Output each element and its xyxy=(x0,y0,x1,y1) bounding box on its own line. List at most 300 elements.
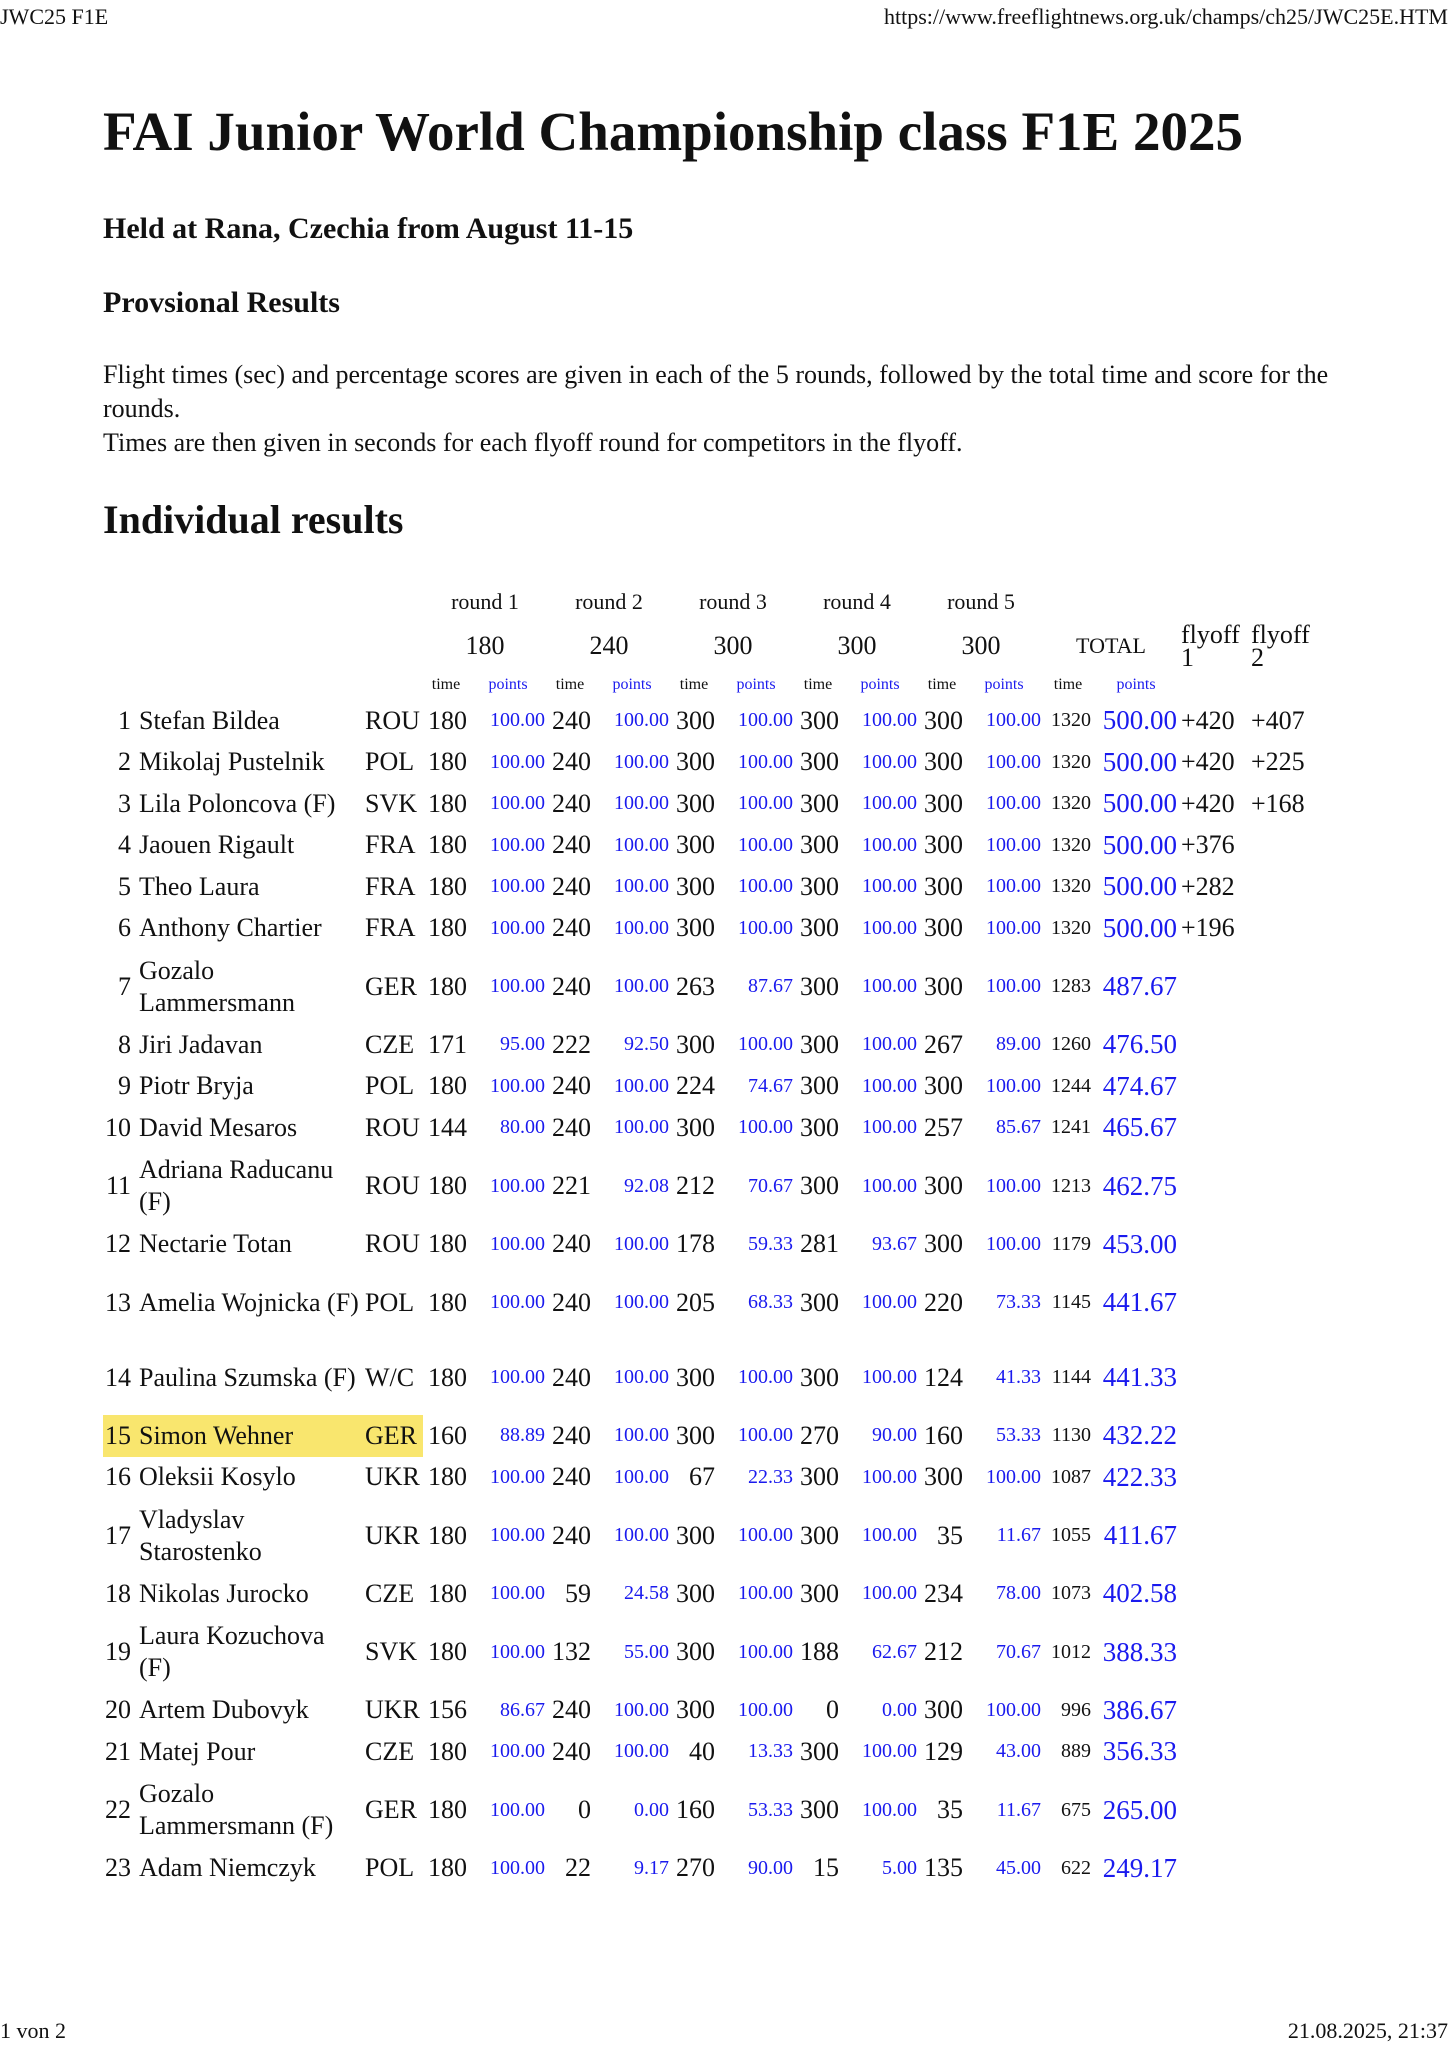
country-code: CZE xyxy=(365,1029,415,1059)
round-4-time: 300 xyxy=(800,705,839,735)
flyoff-2-time xyxy=(1249,1773,1319,1848)
total-time: 1144 xyxy=(1051,1366,1091,1388)
time-label: time xyxy=(431,676,461,693)
round-4-points: 5.00 xyxy=(882,1856,917,1879)
flyoff-1-header: flyoff 1 xyxy=(1181,620,1240,672)
competitor-name: Vladyslav Starostenko xyxy=(139,1504,262,1566)
round-4-time: 300 xyxy=(800,1578,839,1608)
round-5-points: 43.00 xyxy=(996,1740,1041,1763)
round-3-points: 53.33 xyxy=(748,1798,793,1821)
result-row xyxy=(103,1415,1319,1457)
round-2-time: 240 xyxy=(552,871,591,901)
total-time: 622 xyxy=(1061,1856,1091,1879)
total-score: 500.00 xyxy=(1102,829,1177,860)
total-time: 1320 xyxy=(1051,750,1091,773)
round-5-points: 100.00 xyxy=(986,975,1041,997)
round-3-points: 100.00 xyxy=(738,1524,793,1546)
round-5-points: 100.00 xyxy=(986,833,1041,856)
round-label-row xyxy=(103,582,1319,622)
round-5-time: 124 xyxy=(924,1362,963,1392)
flyoff-2-time xyxy=(1249,1573,1319,1615)
round-2-points: 100.00 xyxy=(614,1740,669,1763)
flyoff-2-time xyxy=(1249,1149,1319,1224)
total-time: 1055 xyxy=(1051,1524,1091,1546)
round-5-time: 35 xyxy=(937,1795,963,1824)
points-label: points xyxy=(984,676,1024,693)
place: 13 xyxy=(105,1287,131,1317)
round-3-points: 100.00 xyxy=(738,1582,793,1605)
flyoff-1-time xyxy=(1179,1415,1249,1457)
round-4-time: 15 xyxy=(813,1853,839,1883)
flyoff-1-time xyxy=(1179,1498,1249,1573)
round-4-time: 300 xyxy=(800,1795,839,1824)
round-4-time: 300 xyxy=(800,1362,839,1392)
competitor-name: Jaouen Rigault xyxy=(139,830,295,860)
country-code: FRA xyxy=(365,913,416,943)
round-3-points: 100.00 xyxy=(738,1366,793,1388)
round-2-points: 100.00 xyxy=(614,1698,669,1721)
competitor-name: Matej Pour xyxy=(139,1736,256,1766)
round-4-points: 100.00 xyxy=(862,875,917,898)
round-4-points: 100.00 xyxy=(862,975,917,997)
round-1-points: 100.00 xyxy=(490,1366,545,1388)
round-1-points: 100.00 xyxy=(490,875,545,898)
total-score: 453.00 xyxy=(1102,1228,1177,1259)
round-1-points: 100.00 xyxy=(490,916,545,939)
round-1-time: 180 xyxy=(428,1795,467,1824)
round-1-points: 100.00 xyxy=(490,1524,545,1546)
round-3-points: 100.00 xyxy=(738,1698,793,1721)
result-row xyxy=(103,1457,1319,1499)
result-row xyxy=(103,1340,1319,1415)
results-table xyxy=(103,582,1319,1889)
competitor-name: Laura Kozuchova (F) xyxy=(139,1621,325,1682)
round-1-time: 180 xyxy=(428,1637,467,1666)
round-4-time: 300 xyxy=(800,913,839,943)
total-score: 465.67 xyxy=(1102,1112,1177,1143)
round-3-time: 270 xyxy=(676,1853,715,1883)
round-5-time: 300 xyxy=(924,1695,963,1725)
round-4-time: 300 xyxy=(800,830,839,860)
total-score: 356.33 xyxy=(1102,1736,1177,1767)
round-2-points: 100.00 xyxy=(614,1291,669,1313)
round-5-time: 257 xyxy=(924,1112,963,1142)
total-time: 1241 xyxy=(1051,1116,1091,1139)
round-5-points: 100.00 xyxy=(986,916,1041,939)
round-2-points: 100.00 xyxy=(614,1424,669,1447)
round-5-time: 220 xyxy=(924,1287,963,1317)
round-4-points: 0.00 xyxy=(882,1698,917,1721)
round-2-time: 221 xyxy=(552,1171,591,1200)
round-1-points: 100.00 xyxy=(490,750,545,773)
round-5-points: 53.33 xyxy=(996,1424,1041,1447)
round-1-points: 100.00 xyxy=(490,792,545,815)
round-4-points: 100.00 xyxy=(862,1366,917,1388)
round-1-time: 180 xyxy=(428,1462,467,1492)
total-time: 1244 xyxy=(1051,1074,1091,1097)
flyoff-2-time xyxy=(1249,1690,1319,1732)
round-1-points: 88.89 xyxy=(500,1424,545,1447)
round-3-points: 100.00 xyxy=(738,875,793,898)
round-5-points: 100.00 xyxy=(986,750,1041,773)
total-score: 500.00 xyxy=(1102,871,1177,902)
flyoff-1-time: +196 xyxy=(1181,913,1235,943)
round-4-points: 100.00 xyxy=(862,1798,917,1821)
flyoff-2-time xyxy=(1249,1340,1319,1415)
flyoff-1-time xyxy=(1179,1773,1249,1848)
round-4-points: 100.00 xyxy=(862,1465,917,1488)
round-1-points: 100.00 xyxy=(490,1074,545,1097)
flyoff-2-time xyxy=(1249,1457,1319,1499)
round-5-points: 100.00 xyxy=(986,1698,1041,1721)
round-max-row xyxy=(103,622,1319,670)
round-3-points: 100.00 xyxy=(738,792,793,815)
round-3-time: 178 xyxy=(676,1229,715,1259)
page-title: FAI Junior World Championship class F1E 2025 xyxy=(103,101,1243,162)
round-4-points: 100.00 xyxy=(862,709,917,732)
round-5-points: 70.67 xyxy=(996,1640,1041,1663)
total-score: 411.67 xyxy=(1103,1520,1177,1550)
round-2-points: 100.00 xyxy=(614,1074,669,1097)
round-5-label: round 5 xyxy=(947,589,1015,614)
place: 15 xyxy=(103,1415,135,1457)
round-1-time: 180 xyxy=(428,1171,467,1200)
competitor-name: Jiri Jadavan xyxy=(139,1029,263,1059)
round-5-time: 300 xyxy=(924,1071,963,1101)
round-5-time: 300 xyxy=(924,1171,963,1200)
round-1-time: 180 xyxy=(428,971,467,1001)
flyoff-1-time: +420 xyxy=(1181,705,1235,735)
total-score: 249.17 xyxy=(1102,1852,1177,1883)
round-2-points: 100.00 xyxy=(614,1524,669,1546)
result-row xyxy=(103,1615,1319,1690)
round-2-time: 240 xyxy=(552,1287,591,1317)
competitor-name: Mikolaj Pustelnik xyxy=(139,747,325,777)
round-3-time: 300 xyxy=(676,705,715,735)
result-row xyxy=(103,1149,1319,1224)
flyoff-2-time xyxy=(1249,866,1319,908)
result-row xyxy=(103,700,1319,742)
print-footer-timestamp: 21.08.2025, 21:37 xyxy=(1287,2018,1448,2043)
round-1-points: 100.00 xyxy=(490,1640,545,1663)
round-1-points: 95.00 xyxy=(500,1033,545,1056)
place: 5 xyxy=(118,871,131,901)
flyoff-1-time xyxy=(1179,1340,1249,1415)
round-2-time: 240 xyxy=(552,1229,591,1259)
round-3-time: 300 xyxy=(676,1637,715,1666)
round-4-points: 100.00 xyxy=(862,1174,917,1197)
round-3-time: 300 xyxy=(676,1420,715,1450)
round-3-points: 100.00 xyxy=(738,709,793,732)
round-3-points: 70.67 xyxy=(748,1174,793,1197)
total-time: 1320 xyxy=(1051,916,1091,939)
flyoff-2-header: flyoff 2 xyxy=(1251,620,1310,672)
round-3-label: round 3 xyxy=(699,589,767,614)
description-line-2: Times are then given in seconds for each flyoff round for competitors in the flyoff. xyxy=(103,428,963,457)
round-1-time: 180 xyxy=(428,705,467,735)
time-label: time xyxy=(927,676,957,693)
result-row xyxy=(103,1848,1319,1890)
round-3-max: 300 xyxy=(713,631,753,660)
round-4-time: 300 xyxy=(800,1736,839,1766)
total-score: 500.00 xyxy=(1102,788,1177,819)
place: 9 xyxy=(118,1071,131,1101)
round-4-points: 100.00 xyxy=(862,1740,917,1763)
round-4-points: 100.00 xyxy=(862,1116,917,1139)
flyoff-1-time xyxy=(1179,1731,1249,1773)
country-code: POL xyxy=(365,1287,415,1317)
round-4-time: 281 xyxy=(800,1229,839,1259)
round-2-points: 100.00 xyxy=(614,709,669,732)
place: 10 xyxy=(105,1112,131,1142)
round-2-points: 0.00 xyxy=(634,1798,669,1821)
round-4-label: round 4 xyxy=(823,589,891,614)
round-3-time: 300 xyxy=(676,1362,715,1392)
country-code: FRA xyxy=(365,830,416,860)
round-2-time: 240 xyxy=(552,971,591,1001)
flyoff-2-time xyxy=(1249,1224,1319,1266)
points-label: points xyxy=(1116,676,1156,693)
country-code: CZE xyxy=(365,1578,415,1608)
total-score: 388.33 xyxy=(1102,1636,1177,1667)
round-5-points: 89.00 xyxy=(996,1033,1041,1056)
total-time: 1213 xyxy=(1051,1174,1091,1197)
total-time: 1283 xyxy=(1051,975,1091,997)
country-code: GER xyxy=(365,971,417,1001)
competitor-name: Adriana Raducanu (F) xyxy=(139,1155,334,1216)
round-5-time: 300 xyxy=(924,788,963,818)
flyoff-2-time: +225 xyxy=(1251,747,1305,777)
result-row xyxy=(103,825,1319,867)
result-row xyxy=(103,1690,1319,1732)
points-label: points xyxy=(612,676,652,693)
round-2-time: 0 xyxy=(578,1795,591,1824)
round-5-time: 160 xyxy=(924,1420,963,1450)
round-2-time: 22 xyxy=(565,1853,591,1883)
round-2-time: 240 xyxy=(552,1071,591,1101)
round-2-time: 240 xyxy=(552,1695,591,1725)
round-5-points: 100.00 xyxy=(986,1232,1041,1255)
round-5-points: 78.00 xyxy=(996,1582,1041,1605)
round-1-points: 100.00 xyxy=(490,1174,545,1197)
competitor-name: Artem Dubovyk xyxy=(139,1695,309,1725)
flyoff-1-time: +376 xyxy=(1181,830,1235,860)
round-2-time: 240 xyxy=(552,1112,591,1142)
round-1-time: 160 xyxy=(428,1420,467,1450)
result-row xyxy=(103,783,1319,825)
round-4-points: 100.00 xyxy=(862,1582,917,1605)
round-1-points: 100.00 xyxy=(490,1291,545,1313)
round-3-time: 160 xyxy=(676,1795,715,1824)
country-code: UKR xyxy=(365,1462,420,1492)
total-score: 476.50 xyxy=(1102,1029,1177,1060)
round-4-time: 300 xyxy=(800,1171,839,1200)
round-5-time: 300 xyxy=(924,830,963,860)
round-2-time: 222 xyxy=(552,1029,591,1059)
round-3-time: 67 xyxy=(689,1462,715,1492)
result-row xyxy=(103,1224,1319,1266)
total-time: 1320 xyxy=(1051,833,1091,856)
round-4-points: 100.00 xyxy=(862,833,917,856)
round-1-points: 100.00 xyxy=(490,975,545,997)
round-2-time: 240 xyxy=(552,913,591,943)
flyoff-1-time xyxy=(1179,1573,1249,1615)
country-code: ROU xyxy=(365,1112,420,1142)
place: 7 xyxy=(118,971,131,1001)
competitor-name: Paulina Szumska (F) xyxy=(139,1362,356,1392)
flyoff-2-time xyxy=(1249,1024,1319,1066)
total-time: 1179 xyxy=(1051,1232,1091,1255)
flyoff-2-time: +168 xyxy=(1251,788,1305,818)
round-2-points: 100.00 xyxy=(614,750,669,773)
competitor-name: Stefan Bildea xyxy=(139,705,280,735)
flyoff-1-time: +282 xyxy=(1181,871,1235,901)
round-2-time: 132 xyxy=(552,1637,591,1666)
total-score: 441.67 xyxy=(1102,1287,1177,1317)
flyoff-1-time xyxy=(1179,1615,1249,1690)
result-row xyxy=(103,1731,1319,1773)
round-5-time: 129 xyxy=(924,1736,963,1766)
place: 19 xyxy=(105,1637,131,1666)
result-row xyxy=(103,1773,1319,1848)
round-2-points: 55.00 xyxy=(624,1640,669,1663)
flyoff-1-time xyxy=(1179,1224,1249,1266)
competitor-name: Gozalo Lammersmann xyxy=(139,955,295,1017)
country-code: POL xyxy=(365,1071,415,1101)
total-time: 1260 xyxy=(1051,1033,1091,1056)
round-2-time: 240 xyxy=(552,1520,591,1550)
round-1-points: 100.00 xyxy=(490,1465,545,1488)
competitor-name: Lila Poloncova (F) xyxy=(139,788,336,818)
round-1-time: 180 xyxy=(428,913,467,943)
place: 18 xyxy=(105,1578,131,1608)
competitor-name: Adam Niemczyk xyxy=(139,1853,316,1883)
round-5-points: 100.00 xyxy=(986,1174,1041,1197)
total-score: 386.67 xyxy=(1102,1694,1177,1725)
country-code: POL xyxy=(365,747,415,777)
place: 6 xyxy=(118,913,131,943)
country-code: CZE xyxy=(365,1736,415,1766)
round-4-time: 300 xyxy=(800,1029,839,1059)
round-3-points: 59.33 xyxy=(748,1232,793,1255)
round-3-time: 224 xyxy=(676,1071,715,1101)
round-4-time: 0 xyxy=(826,1695,839,1725)
round-2-points: 24.58 xyxy=(624,1582,669,1605)
round-3-time: 300 xyxy=(676,747,715,777)
round-3-points: 100.00 xyxy=(738,1640,793,1663)
total-score: 441.33 xyxy=(1102,1362,1177,1392)
flyoff-2-time xyxy=(1249,825,1319,867)
total-score: 487.67 xyxy=(1102,971,1177,1001)
total-time: 1320 xyxy=(1051,875,1091,898)
round-2-points: 100.00 xyxy=(614,975,669,997)
round-3-points: 100.00 xyxy=(738,1424,793,1447)
round-4-points: 100.00 xyxy=(862,792,917,815)
round-5-points: 85.67 xyxy=(996,1116,1041,1139)
round-1-time: 156 xyxy=(428,1695,467,1725)
country-code: UKR xyxy=(365,1520,420,1550)
round-4-time: 300 xyxy=(800,971,839,1001)
competitor-name: Piotr Bryja xyxy=(139,1071,254,1101)
time-label: time xyxy=(679,676,709,693)
round-4-time: 300 xyxy=(800,1112,839,1142)
competitor-name: Simon Wehner xyxy=(135,1415,363,1457)
time-points-row xyxy=(103,670,1319,700)
country-code: FRA xyxy=(365,871,416,901)
flyoff-2-time xyxy=(1249,1265,1319,1340)
round-5-points: 100.00 xyxy=(986,792,1041,815)
round-3-time: 300 xyxy=(676,1695,715,1725)
round-5-max: 300 xyxy=(961,631,1001,660)
round-4-points: 100.00 xyxy=(862,750,917,773)
round-5-points: 11.67 xyxy=(996,1524,1041,1546)
round-1-time: 180 xyxy=(428,1578,467,1608)
round-2-points: 92.50 xyxy=(624,1033,669,1056)
competitor-name: Oleksii Kosylo xyxy=(139,1462,296,1492)
round-1-time: 180 xyxy=(428,1287,467,1317)
flyoff-1-time xyxy=(1179,1457,1249,1499)
round-1-time: 180 xyxy=(428,1853,467,1883)
round-4-points: 62.67 xyxy=(872,1640,917,1663)
round-4-points: 93.67 xyxy=(872,1232,917,1255)
round-2-time: 240 xyxy=(552,1462,591,1492)
round-2-label: round 2 xyxy=(575,589,643,614)
round-4-time: 300 xyxy=(800,871,839,901)
country-code: SVK xyxy=(365,788,418,818)
round-4-points: 90.00 xyxy=(872,1424,917,1447)
round-2-points: 100.00 xyxy=(614,833,669,856)
round-2-points: 100.00 xyxy=(614,1366,669,1388)
round-5-points: 100.00 xyxy=(986,1074,1041,1097)
flyoff-2-time xyxy=(1249,1415,1319,1457)
country-code: ROU xyxy=(365,1171,420,1200)
time-label: time xyxy=(555,676,585,693)
round-2-points: 100.00 xyxy=(614,1465,669,1488)
round-3-time: 300 xyxy=(676,1029,715,1059)
round-4-time: 300 xyxy=(800,1071,839,1101)
total-score: 402.58 xyxy=(1102,1578,1177,1609)
total-time: 675 xyxy=(1061,1798,1091,1821)
total-score: 500.00 xyxy=(1102,746,1177,777)
round-2-points: 100.00 xyxy=(614,1232,669,1255)
round-3-points: 87.67 xyxy=(748,975,793,997)
points-label: points xyxy=(860,676,900,693)
total-header: TOTAL xyxy=(1076,633,1146,658)
round-5-time: 300 xyxy=(924,913,963,943)
result-row xyxy=(103,1066,1319,1108)
round-1-time: 180 xyxy=(428,1362,467,1392)
total-score: 500.00 xyxy=(1102,705,1177,736)
round-2-points: 100.00 xyxy=(614,792,669,815)
place: 20 xyxy=(105,1695,131,1725)
total-score: 422.33 xyxy=(1102,1461,1177,1492)
total-score: 265.00 xyxy=(1102,1794,1177,1825)
round-1-label: round 1 xyxy=(451,589,519,614)
competitor-name: Gozalo Lammersmann (F) xyxy=(139,1779,334,1840)
round-4-points: 100.00 xyxy=(862,916,917,939)
place: 22 xyxy=(105,1795,131,1824)
country-code: W/C xyxy=(365,1362,415,1392)
round-4-time: 300 xyxy=(800,747,839,777)
points-label: points xyxy=(488,676,528,693)
round-4-time: 300 xyxy=(800,1462,839,1492)
total-score: 474.67 xyxy=(1102,1070,1177,1101)
country-code: ROU xyxy=(365,705,420,735)
flyoff-2-time xyxy=(1249,1615,1319,1690)
place: 17 xyxy=(105,1520,131,1550)
flyoff-2-time xyxy=(1249,1848,1319,1890)
result-row xyxy=(103,1107,1319,1149)
